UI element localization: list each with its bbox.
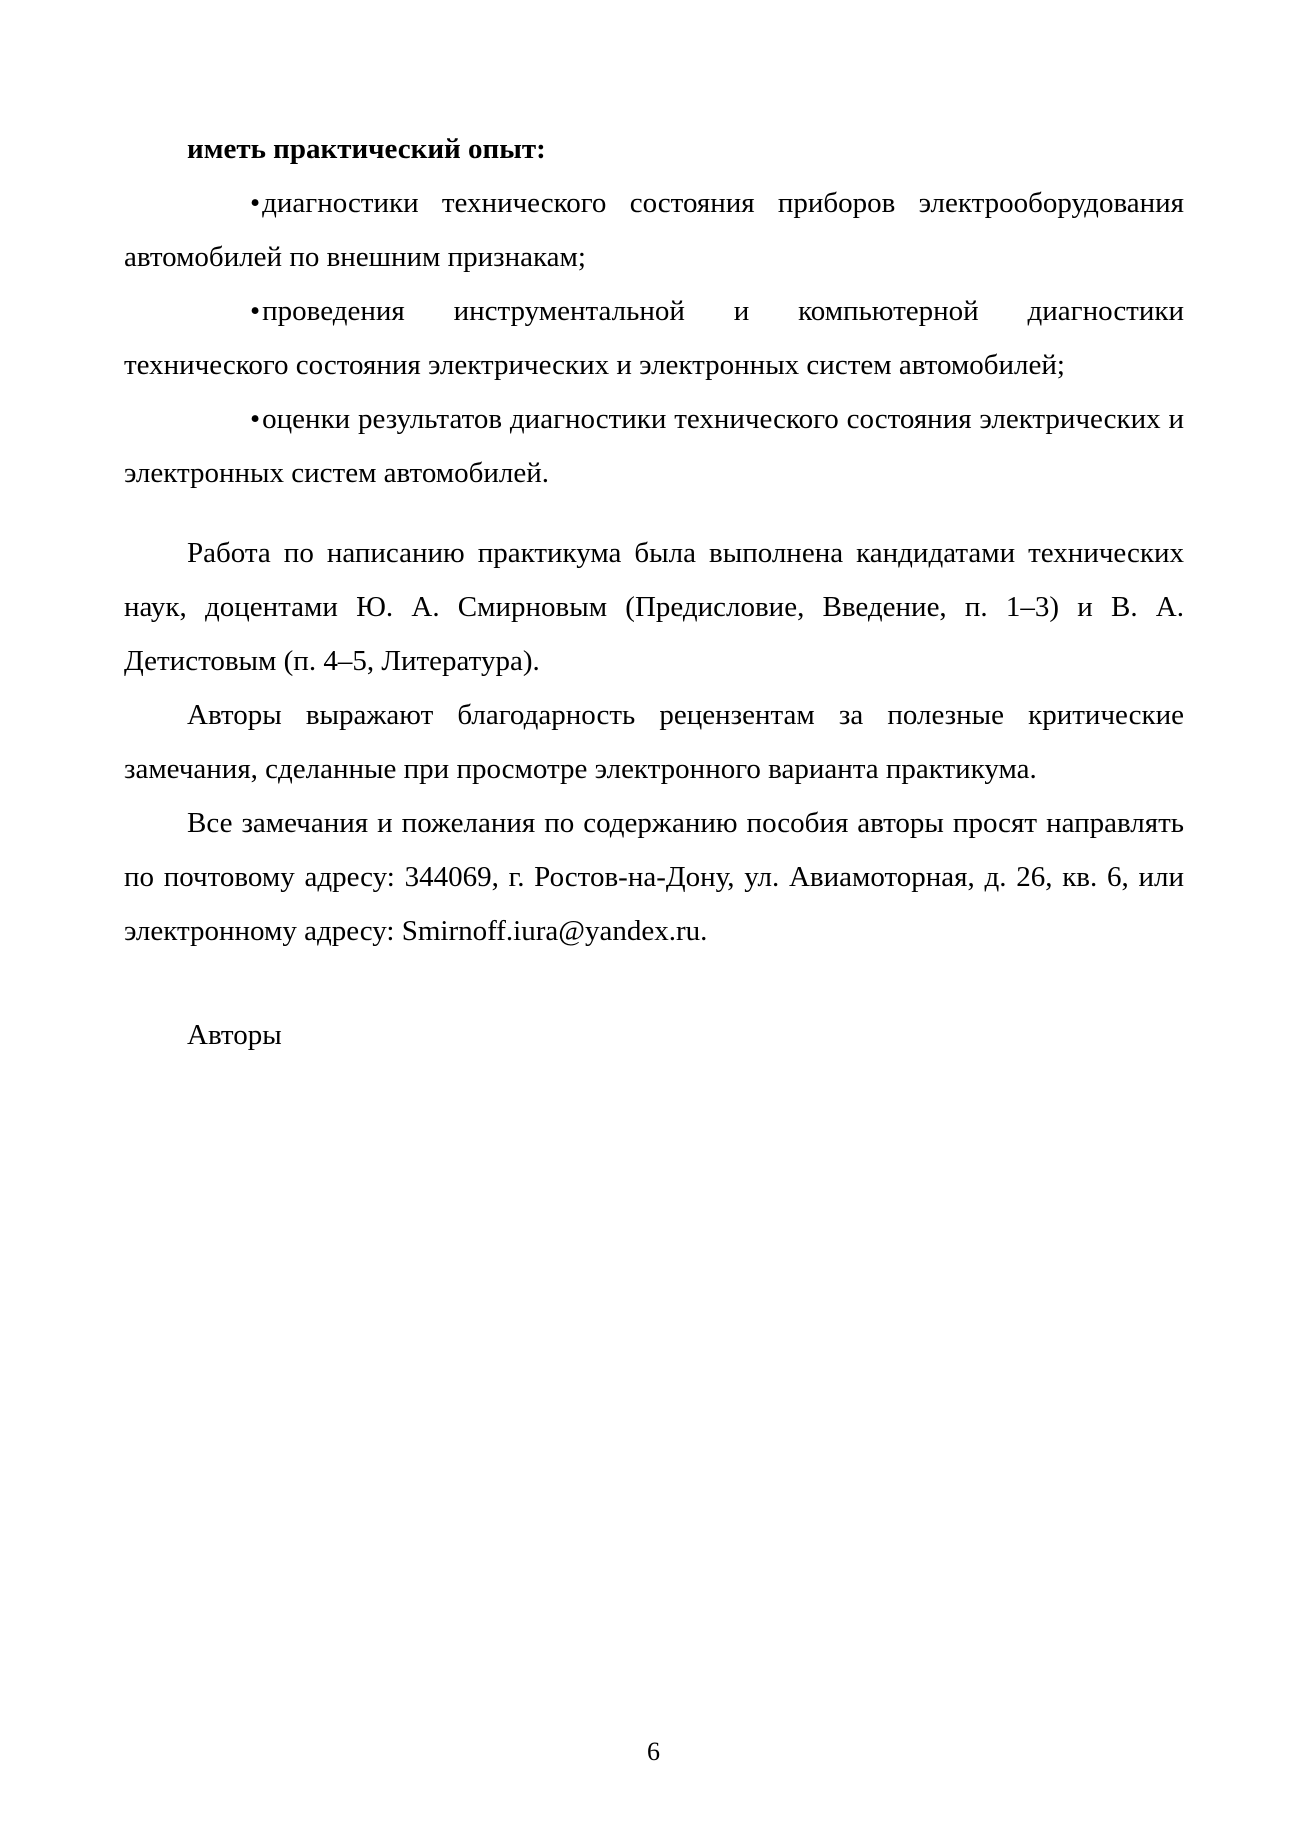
bullet-item-instrumental <box>124 284 1184 392</box>
bullet-icon: • <box>250 295 261 327</box>
bullet-icon: • <box>250 187 261 219</box>
bullet-text: диагностики технического состояния приборов электрооборудования автомобилей по внешним признакам; <box>124 187 1184 273</box>
section-heading: иметь практический опыт: <box>187 133 546 165</box>
bullet-text: оценки результатов диагностики технического состояния электрических и электронных систем автомобилей. <box>124 403 1184 489</box>
bullet-item-diagnostics <box>124 176 1184 284</box>
page-content <box>124 122 1184 1062</box>
page-number: 6 <box>647 1737 660 1766</box>
spacer <box>124 500 1184 526</box>
contact-paragraph: Все замечания и пожелания по содержанию пособия авторы просят направлять по почтовому адресу: 344069, г. Ростов-на-Дону, ул. Авиамоторная, д. 26, кв. 6, или электронному адресу: Smirnoff.iura@yandex.ru. <box>124 807 1184 947</box>
signature: Авторы <box>187 1019 282 1051</box>
bullet-text: проведения инструментальной и компьютерной диагностики технического состояния электрических и электронных систем автомобилей; <box>124 295 1184 381</box>
authorship-paragraph: Работа по написанию практикума была выполнена кандидатами технических наук, доцентами Ю. А. Смирновым (Предисловие, Введение, п. 1–3) и В. А. Детистовым (п. 4–5, Литература). <box>124 537 1184 677</box>
spacer <box>124 958 1184 1008</box>
acknowledgement-paragraph: Авторы выражают благодарность рецензентам за полезные критические замечания, сделанные при просмотре электронного варианта практикума. <box>124 699 1184 785</box>
bullet-icon: • <box>250 403 261 435</box>
bullet-item-evaluation <box>124 392 1184 500</box>
